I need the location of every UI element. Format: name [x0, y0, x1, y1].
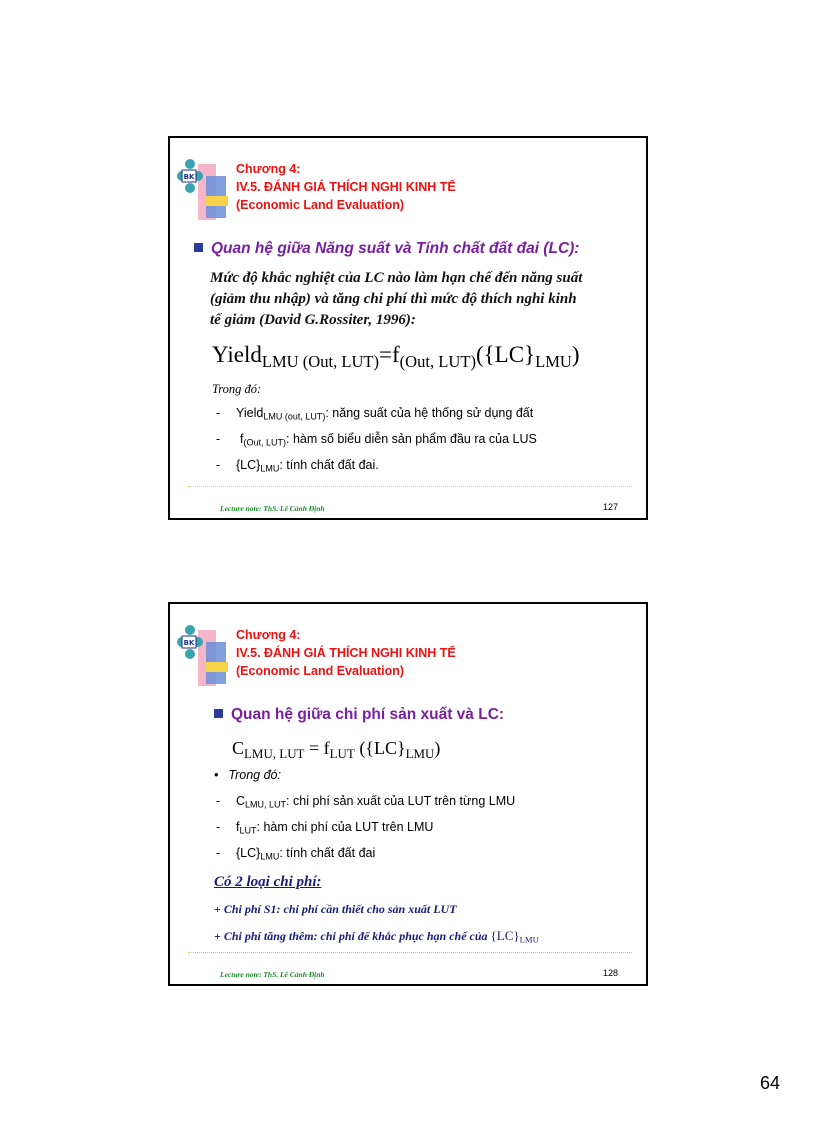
slide-number: 127 [602, 502, 618, 512]
trong-do-label: • Trong đó: [214, 768, 281, 782]
svg-text:BK: BK [183, 173, 195, 181]
slide-128 [168, 602, 648, 986]
square-bullet-icon [194, 243, 203, 252]
footer-divider [188, 952, 632, 953]
slide-number: 128 [602, 968, 618, 978]
slide-header [236, 160, 456, 214]
bk-logo-icon [176, 156, 228, 220]
list-item: - $f_{(Out, LUT)}$: hàm số biểu diễn sản phẩm đầu ra của LUS [216, 432, 537, 448]
section-title: IV.5. ĐÁNH GIÁ THÍCH NGHI KINH TẾ [236, 180, 456, 194]
slide-127 [168, 136, 648, 520]
section-subtitle: (Economic Land Evaluation) [236, 198, 405, 212]
square-bullet-icon [214, 709, 223, 718]
section-title: IV.5. ĐÁNH GIÁ THÍCH NGHI KINH TẾ [236, 646, 456, 660]
yield-formula: $Yield_{LMU (Out, LUT)}=f_{(Out, LUT)}(\{LC\}_{LMU})$ [212, 342, 580, 371]
cost-formula: $C_{LMU, LUT} = f_{LUT}$ $(\{LC\}_{LMU})$ [232, 738, 441, 761]
slide-heading: Quan hệ giữa chi phí sản xuất và LC: [214, 706, 504, 724]
slide-heading: Quan hệ giữa Năng suất và Tính chất đất đai (LC): [194, 240, 579, 258]
lecture-note: Lecture note: ThS. Lê Cảnh Định [220, 970, 325, 979]
chapter-label: Chương 4: [236, 628, 301, 642]
cost-type-additional: + Chi phí tăng thêm: chi phí để khắc phục hạn chế của $\{LC\}_{LMU}$ [214, 928, 539, 945]
cost-types-title: Có 2 loại chi phí: [214, 874, 322, 890]
slide-header [236, 626, 456, 680]
list-item: - $f_{LUT}$: hàm chi phí của LUT trên LMU [216, 820, 434, 836]
chapter-label: Chương 4: [236, 162, 301, 176]
cost-type-s1: + Chi phí S1: chi phí cần thiết cho sản xuất LUT [214, 902, 457, 916]
list-item: - $\{LC\}_{LMU}$: tính chất đất đai. [216, 458, 379, 474]
list-item: - $\{LC\}_{LMU}$: tính chất đất đai [216, 846, 376, 862]
footer-divider [188, 486, 632, 487]
bk-logo-icon [176, 622, 228, 686]
page-number: 64 [760, 1073, 781, 1093]
svg-text:BK: BK [183, 639, 195, 647]
section-subtitle: (Economic Land Evaluation) [236, 664, 405, 678]
list-item: - $C_{LMU, LUT}$: chi phí sản xuất của LUT trên từng LMU [216, 794, 516, 810]
list-item: - Yield$_{LMU (out, LUT)}$: năng suất của hệ thống sử dụng đất [216, 406, 534, 422]
trong-do-label: Trong đó: [212, 382, 262, 396]
intro-paragraph: Mức độ khắc nghiệt của LC nào làm hạn chế đến năng suất (giảm thu nhập) và tăng chi phí thì mức độ thích nghi kinh tế giảm (David G.Rossiter, 1996): [210, 270, 583, 328]
lecture-note: Lecture note: ThS. Lê Cảnh Định [220, 504, 325, 513]
